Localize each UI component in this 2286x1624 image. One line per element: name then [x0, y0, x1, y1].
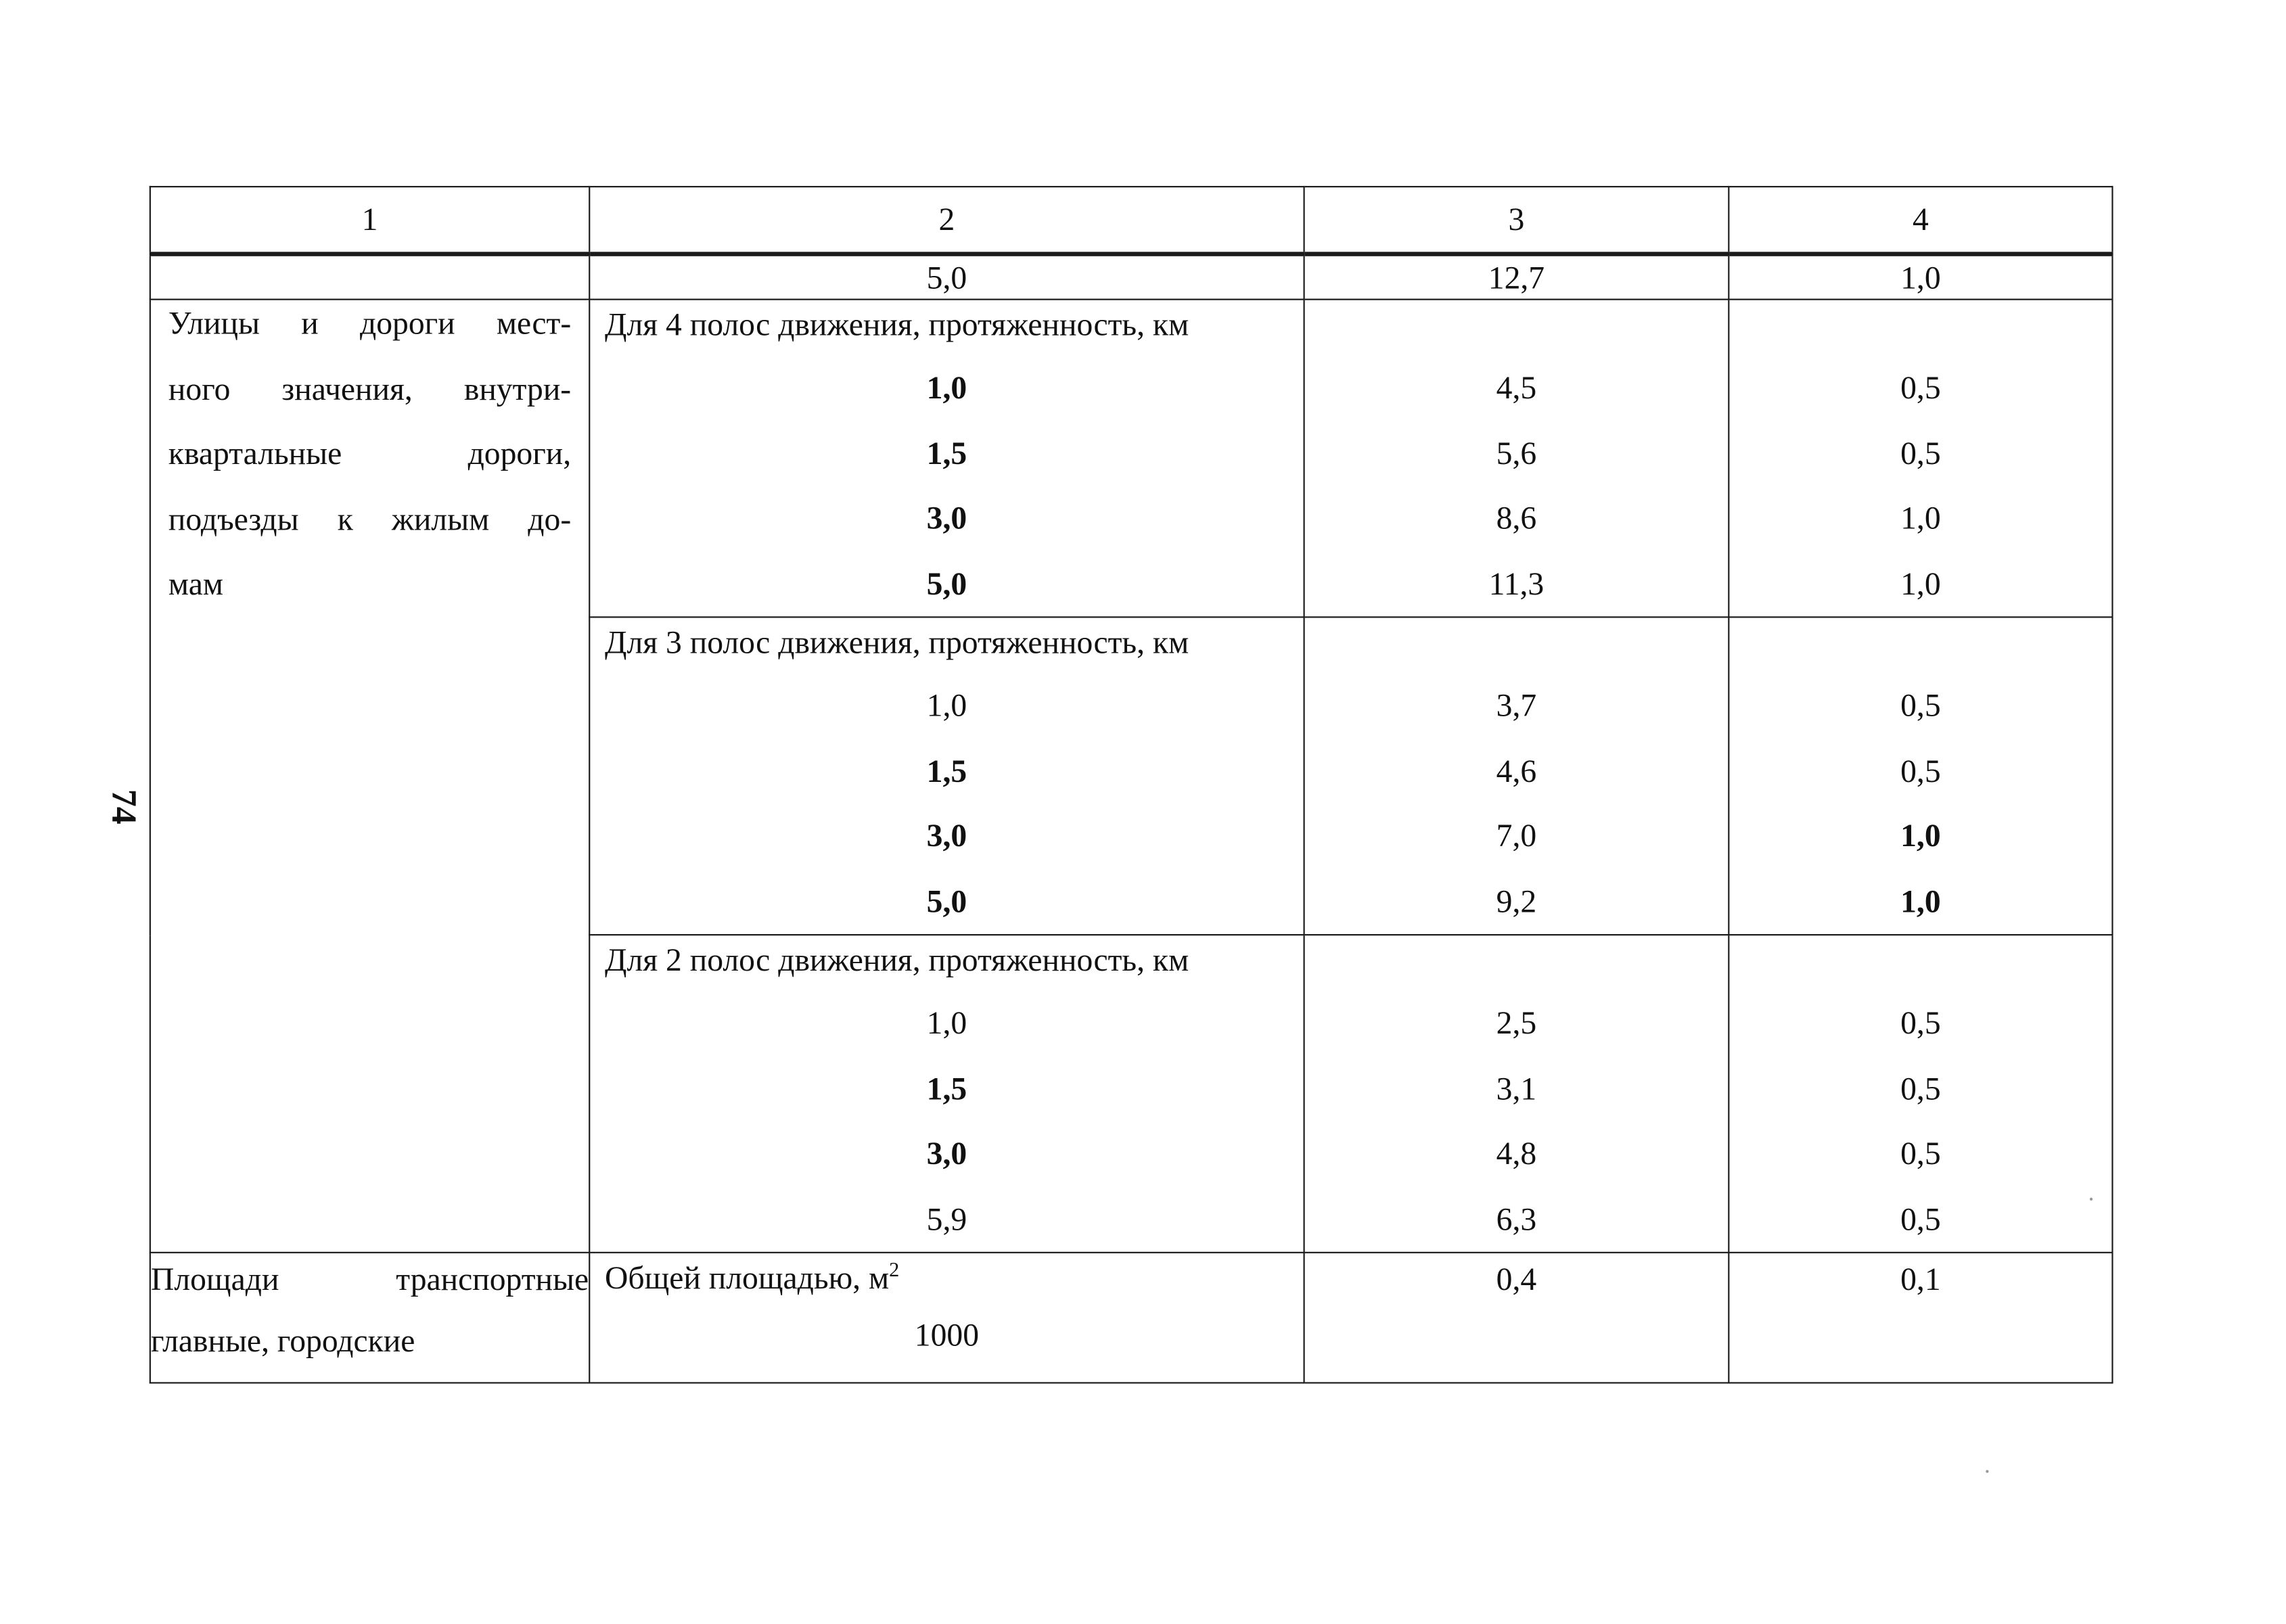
- length-value: 1,0: [926, 1004, 967, 1042]
- value-cell: 0,5: [1900, 687, 1941, 724]
- length-value: 1,0: [926, 369, 967, 406]
- length-value: 1,5: [926, 434, 967, 471]
- row-label-line: подъезды к жилым до-: [168, 500, 572, 537]
- table-cell: 12,7: [1304, 254, 1729, 300]
- value-cell: 0,5: [1900, 1134, 1941, 1171]
- value-cell: 1,0: [1900, 564, 1941, 601]
- length-value: 5,9: [926, 1199, 967, 1237]
- value-cell: 8,6: [1496, 499, 1537, 536]
- table-row: [150, 1253, 2113, 1383]
- value-cell: 4,6: [1496, 751, 1537, 789]
- value-cell: 0,5: [1900, 751, 1941, 789]
- table-row: [150, 254, 2113, 300]
- group-cell: [589, 617, 1304, 935]
- area-value: 1000: [914, 1316, 980, 1353]
- value-cell: 7,0: [1496, 816, 1537, 854]
- scan-speck: [1986, 1470, 1988, 1472]
- length-value: 1,5: [926, 1069, 967, 1107]
- length-value: 3,0: [926, 1134, 967, 1171]
- group-cell: [589, 935, 1304, 1253]
- table-cell: 5,0: [589, 254, 1304, 300]
- value-cell: 1,0: [1900, 499, 1941, 536]
- table-cell: 1,0: [1729, 254, 2112, 300]
- value-cell: 3,7: [1496, 687, 1537, 724]
- norms-table: [150, 186, 2113, 1384]
- group-title: [590, 1253, 1303, 1306]
- value-cell: 5,6: [1496, 434, 1537, 471]
- group-values-col3: [1304, 617, 1729, 935]
- table-row: [150, 300, 2113, 618]
- value-cell: 1,0: [1900, 882, 1941, 919]
- column-header: 1: [150, 187, 589, 254]
- group-title: Для 2 полос движения, протяженность, км: [604, 941, 1189, 978]
- group-cell: [589, 1253, 1304, 1383]
- value-cell: 0,5: [1900, 1004, 1941, 1042]
- superscript: 2: [889, 1260, 900, 1282]
- group-title: Для 4 полос движения, протяженность, км: [604, 306, 1189, 343]
- group-cell: [589, 300, 1304, 618]
- length-value: 5,0: [926, 564, 967, 601]
- value-cell: 0,4: [1304, 1253, 1729, 1383]
- value-cell: 0,5: [1900, 434, 1941, 471]
- scan-speck: [2090, 1198, 2093, 1201]
- length-value: 1,5: [926, 751, 967, 789]
- value-cell: 4,8: [1496, 1134, 1537, 1171]
- row-label-line: ного значения, внутри-: [168, 369, 572, 407]
- group-values-col4: [1729, 935, 2112, 1253]
- group-title-text: Общей площадью, м: [604, 1259, 890, 1296]
- column-header: 4: [1729, 187, 2112, 254]
- value-cell: 0,5: [1900, 369, 1941, 406]
- group-values-col4: [1729, 300, 2112, 618]
- group-values-col3: [1304, 935, 1729, 1253]
- value-cell: 9,2: [1496, 882, 1537, 919]
- length-value: 5,0: [926, 882, 967, 919]
- row-label-streets: [150, 300, 589, 1253]
- page-number: 74: [104, 789, 142, 825]
- group-title: Для 3 полос движения, протяженность, км: [604, 624, 1189, 661]
- group-values-col4: [1729, 617, 2112, 935]
- column-header: 3: [1304, 187, 1729, 254]
- length-value: 3,0: [926, 499, 967, 536]
- row-label-line: Улицы и дороги мест-: [168, 304, 572, 342]
- value-cell: 3,1: [1496, 1069, 1537, 1107]
- length-value: 1,0: [926, 687, 967, 724]
- table-cell: [150, 254, 589, 300]
- value-cell: 0,5: [1900, 1199, 1941, 1237]
- value-cell: 4,5: [1496, 369, 1537, 406]
- value-cell: 6,3: [1496, 1199, 1537, 1237]
- length-value: 3,0: [926, 816, 967, 854]
- row-label-squares: [150, 1253, 589, 1383]
- group-values-col3: [1304, 300, 1729, 618]
- column-header: 2: [589, 187, 1304, 254]
- row-label-line: квартальные дороги,: [168, 434, 572, 472]
- value-cell: 0,5: [1900, 1069, 1941, 1107]
- value-cell: 11,3: [1488, 564, 1545, 601]
- row-label-line: мам: [168, 565, 224, 602]
- value-cell: 1,0: [1900, 816, 1941, 854]
- row-label-line: главные, городские: [150, 1322, 415, 1359]
- value-cell: 0,1: [1729, 1253, 2112, 1383]
- table-header-row: [150, 187, 2113, 254]
- value-cell: 2,5: [1496, 1004, 1537, 1042]
- row-label-line: Площади транспортные: [150, 1260, 589, 1297]
